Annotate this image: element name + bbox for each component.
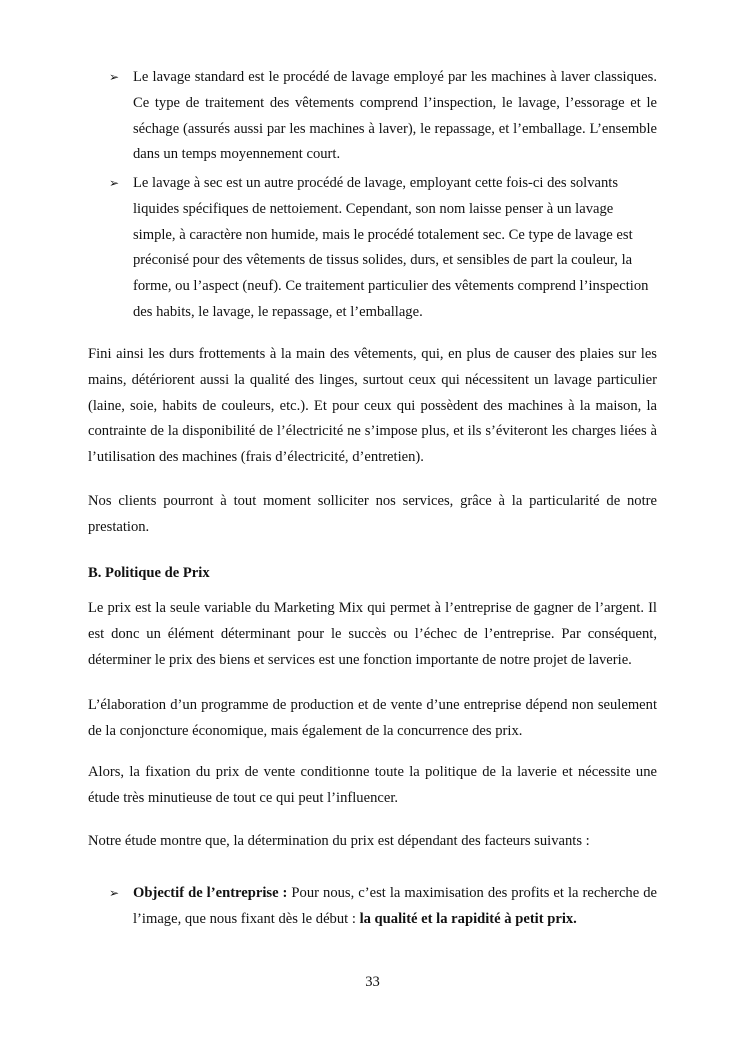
section-heading <box>88 561 657 587</box>
bullet-text: Pour nous, c’est la maximisation des profits et la recherche de l’image, que nous fixant dès le début : <box>133 885 657 927</box>
bullet-emphasis: la qualité et la rapidité à petit prix. <box>359 910 577 927</box>
bullet-text: Le lavage à sec est un autre procédé de lavage, employant cette fois-ci des solvants liquides spécifiques de nettoiement. Cependant, son nom laisse penser à un lavage simple, à caractère non humide, mais le procédé totalement sec. Ce type de lavage est préconisé pour des vêtements de tissus solides, durs, et sensibles de part la couleur, la forme, ou l’aspect (neuf). Ce traitement particulier des vêtements comprend l’inspection des habits, le lavage, le repassage, et l’emballage. <box>133 175 649 320</box>
paragraph: Nos clients pourront à tout moment solliciter nos services, grâce à la particularité de notre prestation. <box>88 493 657 535</box>
bullet-dry-cleaning <box>109 171 657 326</box>
paragraph: Notre étude montre que, la détermination du prix est dépendant des facteurs suivants : <box>88 833 590 849</box>
bullet-label: Objectif de l’entreprise : <box>133 885 288 901</box>
bullet-text: Le lavage standard est le procédé de lavage employé par les machines à laver classiques. Ce type de traitement des vêtements comprend l’inspection, le lavage, l’essorage et le séchage (assurés aussi par les machines à laver), le repassage, et l’emballage. L’ensemble dans un temps moyennement court. <box>133 69 657 163</box>
arrow-bullet-icon: ➢ <box>109 176 120 190</box>
paragraph: Alors, la fixation du prix de vente conditionne toute la politique de la laverie et nécessite une étude très minutieuse de tout ce qui peut l’influencer. <box>88 764 657 806</box>
heading-text: B. Politique de Prix <box>88 565 210 581</box>
paragraph: Le prix est la seule variable du Marketing Mix qui permet à l’entreprise de gagner de l’argent. Il est donc un élément déterminant pour le succès ou l’échec de l’entreprise. Par conséquent, déterminer le prix des biens et services est une fonction importante de notre projet de laverie. <box>88 600 657 668</box>
arrow-bullet-icon: ➢ <box>109 886 120 900</box>
bullet-company-objective <box>109 881 657 933</box>
paragraph: Fini ainsi les durs frottements à la main des vêtements, qui, en plus de causer des plaies sur les mains, détériorent aussi la qualité des linges, surtout ceux qui nécessitent un lavage particulier (laine, soie, habits de couleurs, etc.). Et pour ceux qui possèdent des machines à la maison, la contrainte de la disponibilité de l’électricité ne s’impose plus, et ils s’éviteront les charges liées à l’utilisation des machines (frais d’électricité, d’entretien). <box>88 346 657 466</box>
page-number: 33 <box>365 974 380 990</box>
paragraph: L’élaboration d’un programme de production et de vente d’une entreprise dépend non seulement de la conjoncture économique, mais également de la concurrence des prix. <box>88 697 657 739</box>
bullet-standard-washing <box>109 65 657 168</box>
arrow-bullet-icon: ➢ <box>109 70 120 84</box>
